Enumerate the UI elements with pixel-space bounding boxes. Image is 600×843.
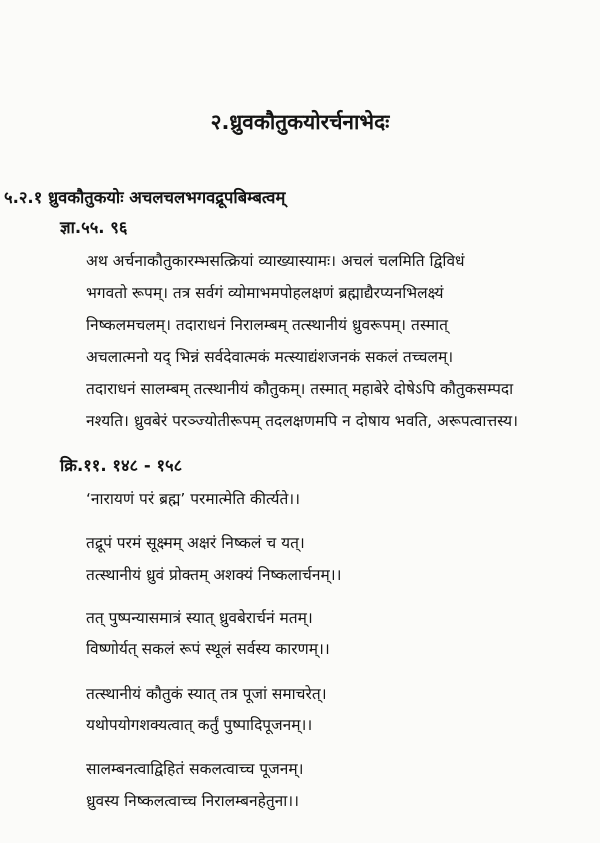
prose-line: अथ अर्चनाकौतुकारम्भसत्क्रियां व्याख्यास्यामः। अचलं चलमिति द्विविधं bbox=[86, 252, 465, 270]
verse-line: ध्रुवस्य निष्कलत्वाच्च निरालम्बनहेतुना।। bbox=[86, 792, 300, 810]
verse-line: तद्रूपं परमं सूक्ष्मम् अक्षरं निष्कलं च यत्। bbox=[86, 534, 305, 552]
prose-line: नश्यति। ध्रुवबेरं परञ्ज्योतीरूपम् तदलक्षणमपि न दोषाय भवति, अरूपत्वात्तस्य। bbox=[86, 412, 519, 430]
prose-line: तदाराधनं सालम्बम् तत्स्थानीयं कौतुकम्। तस्मात् महाबेरे दोषेऽपि कौतुकसम्पदा bbox=[86, 380, 514, 398]
verse-line: तत्स्थानीयं कौतुकं स्यात् तत्र पूजां समाचरेत्। bbox=[86, 685, 327, 703]
section-heading: ५.२.१ ध्रुवकौतुकयोः अचलचलभगवद्रूपबिम्बत्वम् bbox=[4, 188, 286, 207]
page-title: २.ध्रुवकौतुकयोरर्चनाभेदः bbox=[210, 110, 390, 134]
prose-line: अचलात्मनो यद् भिन्नं सर्वदेवात्मकं मत्स्याद्यंशजनकं सकलं तच्चलम्। bbox=[86, 348, 454, 366]
verse-line: यथोपयोगशक्यत्वात् कर्तुं पुष्पादिपूजनम्।। bbox=[86, 716, 313, 734]
verse-line: तत् पुष्पन्यासमात्रं स्यात् ध्रुवबेरार्चनं मतम्। bbox=[86, 609, 313, 627]
prose-line: भगवतो रूपम्। तत्र सर्वगं व्योमाभमपोहलक्षणं ब्रह्माद्यैरप्यनभिलक्ष्यं bbox=[86, 284, 444, 302]
verse-line: सालम्बनत्वाद्विहितं सकलत्वाच्च पूजनम्। bbox=[86, 760, 304, 778]
verse-line: ‘नारायणं परं ब्रह्म’ परमात्मेति कीर्त्यते।। bbox=[86, 490, 301, 508]
prose-line: निष्कलमचलम्। तदाराधनं निरालम्बम् तत्स्थानीयं ध्रुवरूपम्। तस्मात् bbox=[86, 316, 448, 334]
reference-kriya: क्रि.११. १४८ - १५८ bbox=[60, 456, 183, 475]
reference-jnana: ज्ञा.५५. ९६ bbox=[60, 218, 128, 237]
verse-line: विष्णोर्यत् सकलं रूपं स्थूलं सर्वस्य कारणम्।। bbox=[86, 640, 330, 658]
verse-line: तत्स्थानीयं ध्रुवं प्रोक्तम् अशक्यं निष्कलार्चनम्।। bbox=[86, 566, 342, 584]
